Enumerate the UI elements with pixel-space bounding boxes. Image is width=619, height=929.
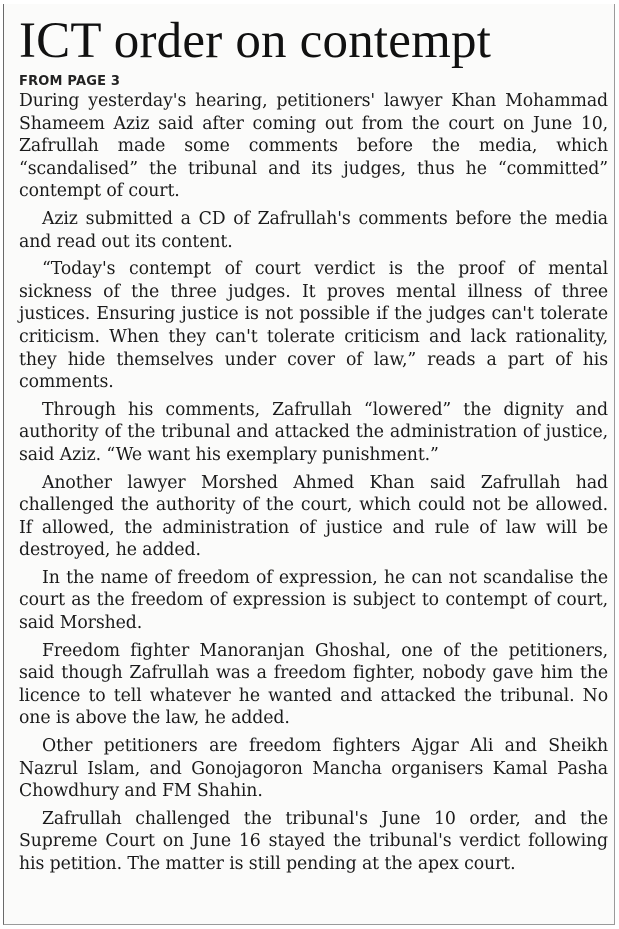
paragraph-6: In the name of freedom of expression, he can not scandalise the court as the freedom of expression is subject to contempt of court, said Morshed.: [19, 567, 608, 634]
article-body: [19, 90, 608, 876]
paragraph-3: “Today's contempt of court verdict is the proof of mental sickness of the three judges. It proves mental illness of three justices. Ensuring justice is not possible if the judges can't tolerate criticism. When they can't tolerate criticism and lack rationality, they hide themselves under cover of law,” reads a part of his comments.: [19, 259, 608, 393]
paragraph-4: Through his comments, Zafrullah “lowered” the dignity and authority of the tribunal and attacked the administration of justice, said Aziz. “We want his exemplary punishment.”: [19, 399, 608, 465]
paragraph-8: Other petitioners are freedom fighters Ajgar Ali and Sheikh Nazrul Islam, and Gonojagoron Mancha organisers Kamal Pasha Chowdhury and FM Shahin.: [19, 736, 608, 802]
paragraph-9: Zafrullah challenged the tribunal's June 10 order, and the Supreme Court on June 16 stayed the tribunal's verdict following his petition. The matter is still pending at the apex court.: [19, 808, 608, 874]
jump-line: FROM PAGE 3: [19, 74, 121, 89]
paragraph-5: Another lawyer Morshed Ahmed Khan said Zafrullah had challenged the authority of the court, which could not be allowed. If allowed, the administration of justice and rule of law will be destroyed, he added.: [19, 472, 608, 561]
paragraph-1: During yesterday's hearing, petitioners' lawyer Khan Mohammad Shameem Aziz said after coming out from the court on June 10, Zafrullah made some comments before the media, which “scandalised” the tribunal and its judges, thus he “committed” contempt of court.: [19, 91, 608, 202]
headline: ICT order on contempt: [19, 13, 492, 69]
paragraph-7: Freedom fighter Manoranjan Ghoshal, one of the petitioners, said though Zafrullah was a freedom fighter, nobody gave him the licence to tell whatever he wanted and attacked the tribunal. No one is above the law, he added.: [19, 640, 608, 729]
newspaper-clipping: [3, 4, 615, 925]
paragraph-2: Aziz submitted a CD of Zafrullah's comments before the media and read out its content.: [19, 208, 608, 252]
